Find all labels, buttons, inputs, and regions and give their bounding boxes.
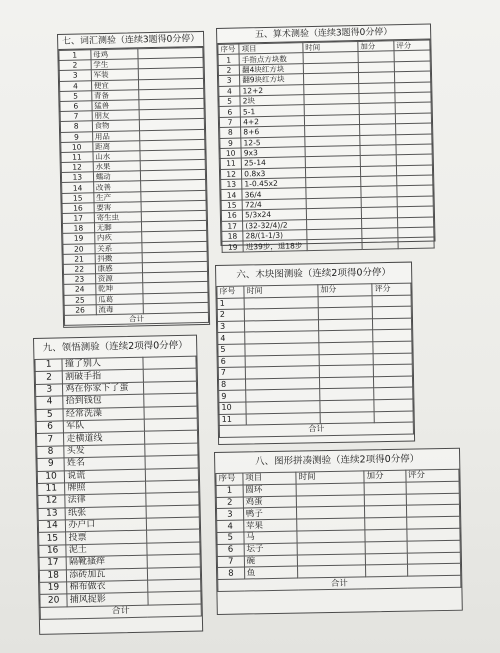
item-word: 生产 <box>93 191 141 202</box>
score-cell <box>144 418 197 432</box>
item-number: 26 <box>64 304 96 315</box>
item-question: 纸张 <box>65 506 146 520</box>
block-design-test-table <box>216 283 414 438</box>
column-header: 项目 <box>239 43 303 55</box>
item-number: 8 <box>218 567 245 579</box>
item-number: 5 <box>217 532 244 544</box>
item-number: 9 <box>37 458 65 471</box>
total-row <box>64 312 208 325</box>
bonus-cell <box>360 145 396 156</box>
item-word: 乾坤 <box>95 283 143 294</box>
score-cell <box>147 554 200 568</box>
item-number: 2 <box>35 371 63 384</box>
item-number: 14 <box>62 182 94 193</box>
item-number: 11 <box>219 414 246 426</box>
item-word: 食物 <box>92 120 140 131</box>
bonus-cell <box>318 319 373 332</box>
comprehension-test-title: 九、领悟测验（连续2项得0分停） <box>42 339 188 354</box>
score-cell <box>148 591 201 605</box>
item-question: 法律 <box>65 493 146 507</box>
arithmetic-test-section <box>216 23 436 252</box>
item-word: 无脚 <box>94 222 142 233</box>
item-number: 6 <box>36 421 64 434</box>
score-cell <box>146 492 199 506</box>
score-cell <box>146 505 199 519</box>
item-problem: 翻9块红方块 <box>240 74 304 86</box>
item-word: 距离 <box>92 140 140 151</box>
score-cell <box>406 481 460 494</box>
arithmetic-test-table <box>217 40 434 253</box>
item-number: 22 <box>63 264 95 275</box>
item-number: 21 <box>63 254 95 265</box>
item-number: 19 <box>63 233 95 244</box>
item-word: 关系 <box>95 242 143 253</box>
score-cell <box>373 341 412 353</box>
item-number: 7 <box>217 556 244 568</box>
item-number: 8 <box>218 379 245 391</box>
item-problem: 5/3x24 <box>243 209 307 221</box>
item-number: 5 <box>219 96 240 107</box>
bonus-cell <box>364 494 405 507</box>
item-question: 说谎 <box>65 469 146 483</box>
item-question: 走横道线 <box>64 432 145 446</box>
bonus-cell <box>320 388 375 401</box>
item-number: 23 <box>64 274 96 285</box>
item-question: 姓名 <box>64 456 145 470</box>
item-number: 15 <box>221 200 242 211</box>
score-cell <box>147 567 200 581</box>
item-word: 军装 <box>91 69 139 80</box>
column-header: 加分 <box>364 470 405 483</box>
bonus-cell <box>361 207 397 218</box>
score-cell <box>406 493 460 506</box>
item-number: 19 <box>40 582 68 595</box>
item-number: 7 <box>218 367 245 379</box>
column-header: 时间 <box>296 471 364 484</box>
bonus-cell <box>319 353 374 366</box>
item-word: 山水 <box>93 151 141 162</box>
item-number: 5 <box>218 344 245 356</box>
item-number: 16 <box>39 545 67 558</box>
item-problem: 翻4块红方块 <box>239 63 303 75</box>
score-cell <box>374 376 413 388</box>
item-problem: 9x3 <box>241 147 305 159</box>
item-question: 头发 <box>64 444 145 458</box>
item-question: 军队 <box>64 419 145 433</box>
item-problem: 4+2 <box>241 115 305 127</box>
item-number: 18 <box>39 569 67 582</box>
item-number: 3 <box>217 321 244 333</box>
object-assembly-test-section <box>214 448 463 615</box>
item-word: 学生 <box>91 59 139 70</box>
item-word: 寄生虫 <box>94 212 142 223</box>
score-cell <box>143 356 196 370</box>
item-number: 1 <box>35 359 63 372</box>
item-question: 拾到钱包 <box>63 394 144 408</box>
score-cell <box>372 306 411 318</box>
score-cell <box>406 516 460 529</box>
item-number: 1 <box>216 485 243 497</box>
total-row <box>40 604 201 620</box>
score-cell <box>397 217 433 228</box>
score-cell <box>394 71 430 82</box>
item-problem: 5-1 <box>240 105 304 117</box>
score-cell <box>395 82 431 93</box>
item-problem: 12+2 <box>240 84 304 96</box>
score-cell <box>144 393 197 407</box>
bonus-cell <box>365 506 406 519</box>
item-object: 碗 <box>244 555 298 568</box>
item-number: 10 <box>61 141 93 152</box>
item-number: 3 <box>216 508 243 520</box>
item-number: 5 <box>36 408 64 421</box>
item-number: 2 <box>217 309 244 321</box>
score-cell <box>143 368 196 382</box>
bonus-cell <box>362 238 398 249</box>
vocabulary-test-title: 七、词汇测验（连续3题得0分停） <box>58 32 203 50</box>
item-number: 18 <box>222 231 243 242</box>
item-word: 朋友 <box>92 110 140 121</box>
comprehension-test-section <box>33 335 203 635</box>
item-object: 鸡蛋 <box>243 496 297 509</box>
score-cell <box>145 455 198 469</box>
item-question: 棉布做衣 <box>67 580 148 594</box>
item-number: 12 <box>61 162 93 173</box>
item-word: 便宜 <box>91 79 139 90</box>
item-number: 10 <box>219 402 246 414</box>
score-cell <box>145 468 198 482</box>
item-number: 13 <box>38 508 66 521</box>
total-label: 合计 <box>218 575 461 591</box>
arithmetic-test-title: 五、算术测验（连续3题得0分停） <box>217 25 430 44</box>
score-cell <box>373 318 412 330</box>
score-cell <box>395 113 431 124</box>
item-number: 20 <box>40 594 68 607</box>
column-header: 时间 <box>303 42 358 54</box>
bonus-cell <box>361 197 397 208</box>
item-number: 16 <box>62 203 94 214</box>
bonus-cell <box>365 529 406 542</box>
object-assembly-test-title: 八、图形拼凑测验（连续2项得0分停） <box>255 453 420 468</box>
bonus-cell <box>358 62 394 73</box>
total-row <box>219 422 413 437</box>
score-cell <box>144 406 197 420</box>
item-number: 2 <box>59 60 91 71</box>
score-cell <box>147 579 200 593</box>
score-cell <box>145 480 198 494</box>
item-problem: 28/(1-1/3) <box>243 230 307 242</box>
item-problem: 8+6 <box>241 126 305 138</box>
score-cell <box>373 353 412 365</box>
item-word: 母鸡 <box>91 49 139 60</box>
bonus-cell <box>318 307 373 320</box>
column-header: 项目 <box>243 472 297 485</box>
item-number: 11 <box>220 158 241 169</box>
bonus-cell <box>319 376 374 389</box>
bonus-cell <box>360 155 396 166</box>
item-number: 20 <box>63 243 95 254</box>
bonus-cell <box>359 113 395 124</box>
item-number: 8 <box>220 127 241 138</box>
item-word: 猛兽 <box>92 100 140 111</box>
item-number: 6 <box>218 356 245 368</box>
item-word: 用品 <box>92 130 140 141</box>
item-question: 撞了别人 <box>62 357 143 371</box>
score-cell <box>395 92 431 103</box>
column-header: 序号 <box>217 286 244 298</box>
score-cell <box>396 134 432 145</box>
score-cell <box>395 102 431 113</box>
bonus-cell <box>358 72 394 83</box>
vocabulary-test-table <box>58 47 209 326</box>
item-number: 11 <box>61 152 93 163</box>
score-cell <box>144 430 197 444</box>
item-word: 内疚 <box>94 232 142 243</box>
item-problem: 36/4 <box>242 188 306 200</box>
score-cell <box>396 144 432 155</box>
item-number: 4 <box>59 80 91 91</box>
item-number: 13 <box>61 172 93 183</box>
score-cell <box>407 540 461 553</box>
item-number: 4 <box>217 520 244 532</box>
bonus-cell <box>319 342 374 355</box>
bonus-cell <box>365 553 406 566</box>
score-cell <box>143 381 196 395</box>
bonus-cell <box>360 134 396 145</box>
column-header: 加分 <box>358 41 394 52</box>
item-number: 6 <box>217 544 244 556</box>
item-number: 17 <box>222 221 243 232</box>
item-object: 马 <box>244 531 298 544</box>
item-number: 9 <box>219 390 246 402</box>
item-number: 6 <box>219 106 240 117</box>
bonus-cell <box>361 217 397 228</box>
score-cell <box>146 517 199 531</box>
score-cell <box>398 237 434 248</box>
bonus-cell <box>358 51 394 62</box>
item-number: 13 <box>221 179 242 190</box>
score-cell <box>374 399 413 411</box>
bonus-cell <box>361 186 397 197</box>
score-cell <box>373 329 412 341</box>
total-label: 合计 <box>64 312 208 325</box>
item-number: 1 <box>218 54 239 65</box>
item-number: 24 <box>64 284 96 295</box>
bonus-cell <box>360 165 396 176</box>
item-problem: 2块 <box>240 95 304 107</box>
item-number: 1 <box>59 50 91 61</box>
item-problem: 手指点方块数 <box>239 53 303 65</box>
item-word: 瓜葛 <box>96 293 144 304</box>
item-number: 3 <box>59 70 91 81</box>
score-cell <box>374 411 413 423</box>
bonus-cell <box>365 517 406 530</box>
item-question: 添砖加瓦 <box>67 568 148 582</box>
bonus-cell <box>364 482 405 495</box>
item-number: 4 <box>36 396 64 409</box>
item-problem: 0.8x3 <box>242 167 306 179</box>
bonus-cell <box>319 365 374 378</box>
item-number: 16 <box>221 210 242 221</box>
bonus-cell <box>366 565 407 578</box>
item-object: 坛子 <box>244 543 298 556</box>
item-number: 8 <box>60 121 92 132</box>
score-cell <box>398 227 434 238</box>
score-cell <box>146 530 199 544</box>
item-object: 鸭子 <box>243 507 297 520</box>
item-number: 25 <box>64 294 96 305</box>
item-number: 3 <box>218 75 239 86</box>
score-cell <box>394 61 430 72</box>
item-number: 18 <box>62 223 94 234</box>
column-header: 序号 <box>216 473 243 485</box>
score-cell <box>396 165 432 176</box>
bonus-cell <box>359 93 395 104</box>
item-number: 15 <box>62 192 94 203</box>
item-number: 10 <box>37 470 65 483</box>
item-question: 经常洗澡 <box>63 407 144 421</box>
score-cell <box>397 185 433 196</box>
bonus-cell <box>359 103 395 114</box>
item-word: 青备 <box>91 90 139 101</box>
item-number: 10 <box>220 148 241 159</box>
bonus-cell <box>318 295 373 308</box>
item-problem: 12-5 <box>241 136 305 148</box>
item-question: 割破手指 <box>63 370 144 384</box>
bonus-cell <box>362 228 398 239</box>
score-cell <box>397 175 433 186</box>
item-number: 14 <box>38 520 66 533</box>
score-cell <box>394 50 430 61</box>
column-header: 加分 <box>318 284 373 297</box>
score-cell <box>374 387 413 399</box>
bonus-cell <box>359 82 395 93</box>
item-number: 12 <box>220 169 241 180</box>
column-header: 评分 <box>372 283 411 295</box>
item-number: 3 <box>35 384 63 397</box>
item-word: 要害 <box>94 202 142 213</box>
item-question: 泥土 <box>66 543 147 557</box>
column-header: 评分 <box>394 40 430 51</box>
item-object: 鱼 <box>244 566 298 579</box>
item-number: 19 <box>222 241 243 252</box>
bonus-cell <box>365 541 406 554</box>
item-number: 12 <box>38 495 66 508</box>
item-number: 9 <box>220 138 241 149</box>
score-cell <box>372 295 411 307</box>
item-object: 圆环 <box>243 484 297 497</box>
item-word: 改善 <box>93 181 141 192</box>
item-word: 蠕动 <box>93 171 141 182</box>
item-problem: 72/4 <box>242 199 306 211</box>
item-question: 投票 <box>66 531 147 545</box>
item-number: 7 <box>37 433 65 446</box>
total-label: 合计 <box>40 604 201 620</box>
score-cell <box>147 542 200 556</box>
item-number: 9 <box>61 131 93 142</box>
item-number: 17 <box>39 557 67 570</box>
score-cell <box>373 364 412 376</box>
item-problem: 1-0.45x2 <box>242 178 306 190</box>
item-word: 康感 <box>95 263 143 274</box>
item-number: 15 <box>39 532 67 545</box>
item-word: 资源 <box>95 273 143 284</box>
comprehension-test-table <box>34 356 201 621</box>
item-word: 水果 <box>93 161 141 172</box>
vocabulary-test-section <box>57 31 210 328</box>
item-number: 11 <box>38 483 66 496</box>
item-number: 6 <box>60 101 92 112</box>
item-question: 鸡在你家下了蛋 <box>63 382 144 396</box>
score-cell <box>407 552 461 565</box>
score-cell <box>397 196 433 207</box>
item-question: 隔靴搔痒 <box>66 555 147 569</box>
item-number: 2 <box>218 65 239 76</box>
bonus-cell <box>320 400 375 413</box>
column-header: 时间 <box>244 285 318 298</box>
block-design-test-title: 六、木块图测验（连续2项得0分停） <box>236 266 392 281</box>
item-question: 捕风捉影 <box>67 593 148 607</box>
bonus-cell <box>319 330 374 343</box>
score-cell <box>396 154 432 165</box>
item-problem: 25-14 <box>241 157 305 169</box>
item-object: 苹果 <box>243 519 297 532</box>
column-header: 序号 <box>218 44 239 55</box>
item-question: 牌照 <box>65 481 146 495</box>
column-header: 评分 <box>405 469 459 482</box>
item-number: 7 <box>219 117 240 128</box>
score-cell <box>395 123 431 134</box>
score-cell <box>145 443 198 457</box>
item-number: 17 <box>62 213 94 224</box>
item-word: 流毒 <box>96 303 144 314</box>
item-word: 抖擞 <box>95 253 143 264</box>
score-cell <box>406 505 460 518</box>
item-number: 8 <box>37 446 65 459</box>
item-number: 1 <box>217 298 244 310</box>
item-number: 7 <box>60 111 92 122</box>
bonus-cell <box>320 411 375 424</box>
block-design-test-section <box>215 262 415 445</box>
time-cell <box>307 239 362 251</box>
item-number: 5 <box>60 91 92 102</box>
object-assembly-test-table <box>215 469 461 592</box>
item-number: 14 <box>221 189 242 200</box>
score-cell <box>407 564 461 577</box>
item-problem: 进39步，退18步 <box>243 240 307 252</box>
total-label: 合计 <box>219 422 413 437</box>
item-number: 4 <box>218 332 245 344</box>
item-problem: (32-32/4)/2 <box>243 219 307 231</box>
score-cell <box>397 206 433 217</box>
item-number: 4 <box>219 86 240 97</box>
item-number: 2 <box>216 497 243 509</box>
bonus-cell <box>359 124 395 135</box>
score-cell <box>406 528 460 541</box>
item-question: 办户口 <box>66 518 147 532</box>
bonus-cell <box>361 176 397 187</box>
